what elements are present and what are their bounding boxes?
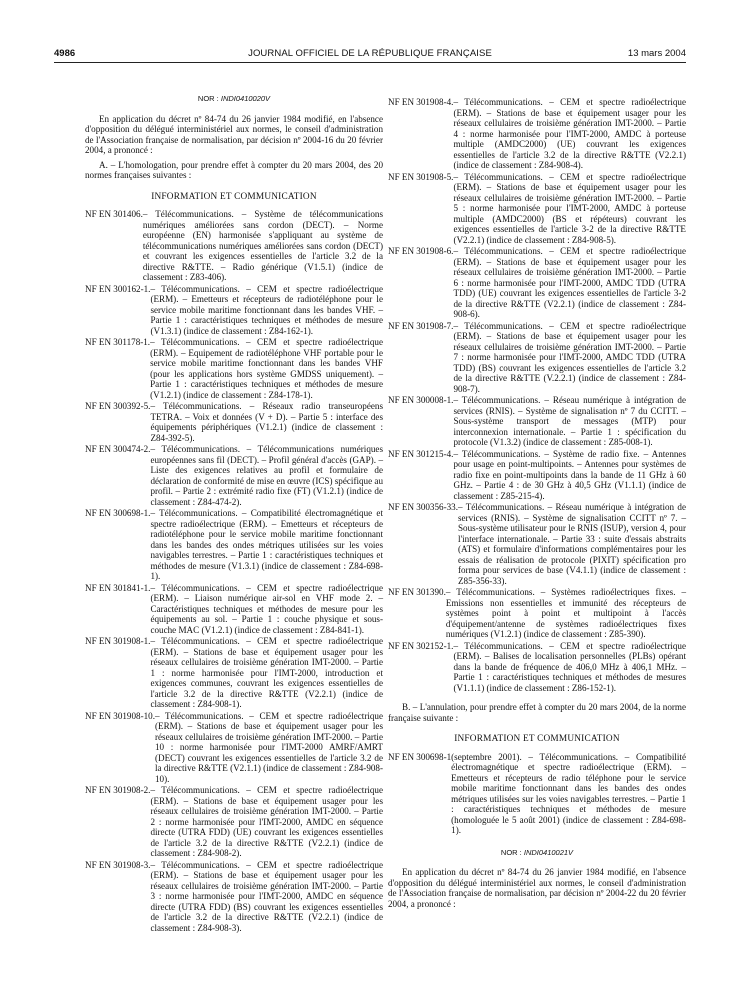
standard-number: NF EN 300356-33. — [388, 502, 458, 512]
standard-number: NF EN 301406. — [85, 209, 143, 219]
standard-description: (septembre 2001). – Télécommunications. – Compatibilité électromagnétique et spectre radioélectrique (ERM). – Emetteurs et récepteurs de radio téléphone pour le service mobile maritime fonctionnant dans les bandes des ondes métriques utilisées sur les voies navigables terrestres. – Partie 1 : caractéristiques techniques et méthodes de mesure (homologuée le 5 août 2001) (indice de classement : Z84-698-1). — [451, 751, 686, 835]
standard-description: – Télécommunications. – CEM et spectre radioélectrique (ERM). – Emetteurs et récepteurs de radiotéléphone pour le service mobile maritime fonctionnant dans les bandes VHF. – Partie 1 : caractéristiques techniques et méthodes de mesure (V1.3.1) (indice de classement : Z84-162-1). — [150, 283, 383, 336]
standard-entry — [85, 636, 383, 710]
standard-description: – Télécommunications. – CEM et spectre radioélectrique (ERM). – Stations de base et équipement usager pour les réseaux cellulaires de troisième génération IMT-2000. – Partie 7 : norme harmonisée pour l'IMT-2000, AMDC TDD (UTRA TDD) (BS) couvrant les exigences essentielles de l'article 3.2 de la directive R&TTE (V.2.2.1) (indice de classement : Z84-908-7). — [453, 320, 686, 394]
standard-number: NF EN 301908-7. — [388, 320, 454, 331]
page-number: 4986 — [54, 48, 76, 59]
standard-number: NF EN 302152-1. — [388, 640, 454, 651]
standard-description: – Télécommunications. – CEM et spectre radioélectrique (ERM). – Stations de base et équipement usager pour les réseaux cellulaires de troisième génération IMT-2000. – Partie 2 : norme harmonisée pour l'IMT-2000, AMDC en séquence directe (UTRA FDD) (UE) couvrant les exigences essentielles de l'article 3.2 de la directive R&TTE (V2.2.1) (indice de classement : Z84-908-2). — [150, 785, 383, 858]
standard-description: – Télécommunications. – Système de radio fixe. – Antennes pour usage en point-multipoints. – Antennes pour systèmes de radio fixe en point-multipoints dans la bande de 11 GHz à 60 GHz. – Partie 4 : de 30 GHz à 40,5 GHz (V1.1.1) (indice de classement : Z85-215-4). — [453, 448, 686, 501]
standard-description: – Télécommunications. – CEM et spectre radioélectrique (ERM). – Liaison numérique air-sol en VHF mode 2. – Caractéristiques techniques et méthodes de mesure pour les équipements au sol. – Partie 1 : couche physique et sous-couche MAC (V1.2.1) (indice de classement : Z84-841-1). — [150, 582, 383, 635]
standard-description: – Télécommunications. – CEM et spectre radioélectrique (ERM). – Balises de localisation personnelles (PLBs) opérant dans la bande de fréquence de 406,0 MHz à 406,1 MHz. – Partie 1 : caractéristiques techniques et méthodes de mesures (V1.1.1) (indice de classement : Z86-152-1). — [453, 640, 686, 693]
nor-label: NOR : — [197, 94, 219, 103]
standard-description: – Télécommunications. – Réseau numérique à intégration de services (RNIS). – Système de signalisation nº 7 du CCITT. – Sous-système transport de messages (MTP) pour interconnexion internationale. – Partie 1 : spécification du protocole (V1.3.2) (indice de classement : Z85-008-1). — [453, 395, 686, 447]
standard-entry — [388, 246, 686, 320]
standard-number: NF EN 301908-10. — [85, 710, 155, 721]
homologation-paragraph: A. – L'homologation, pour prendre effet à compter du 20 mars 2004, des 20 normes françaises suivantes : — [85, 159, 383, 180]
standard-entry — [85, 337, 383, 400]
standard-number: NF EN 301215-4. — [388, 448, 454, 459]
standard-entry — [85, 860, 383, 934]
standard-entry — [85, 284, 383, 337]
intro-paragraph: En application du décret nº 84-74 du 26 janvier 1984 modifié, en l'absence d'opposition du délégué interministériel aux normes, le conseil d'administration de l'Association française de normalisation, par décision nº 2004-16 du 20 février 2004, a prononcé : — [85, 113, 383, 155]
standard-description: – Télécommunications. – Télécommunications numériques européennes sans fil (DECT). – Profil général d'accès (GAP). – Liste des exigences relatives au profil et formulaire de déclaration de conformité de mise en œuvre (ICS) spécifique au profil. – Partie 2 : extrémité radio fixe (FT) (V1.2.1) (indice de classement : Z84-474-2). — [150, 444, 383, 507]
standard-entry — [388, 97, 686, 171]
standard-entry — [85, 583, 383, 636]
standard-number: NF EN 300474-2. — [85, 444, 151, 454]
standard-number: NF EN 301908-1. — [85, 636, 151, 646]
standard-entry — [388, 502, 686, 586]
standard-description: – Télécommunications. – CEM et spectre radioélectrique (ERM). – Equipement de radiotéléphone VHF portable pour le service mobile maritime fonctionnant dans les bandes VHF (pour les applications hors système GMDSS uniquement). – Partie 1 : caractéristiques techniques et méthodes de mesure (V1.2.1) (indice de classement : Z84-178-1). — [150, 337, 383, 400]
standard-description: – Télécommunications. – CEM et spectre radioélectrique (ERM). – Stations de base et équipement usager pour les réseaux cellulaires de troisième génération IMT-2000. – Partie 3 : norme harmonisée pour l'IMT-2000, AMDC en séquence directe (UTRA FDD) (BS) couvrant les exigences essentielles de l'article 3.2 de la directive R&TTE (V2.2.1) (indice de classement : Z84-908-3). — [150, 859, 383, 933]
standard-entry — [388, 587, 686, 640]
standard-entry — [388, 641, 686, 694]
annulation-paragraph: B. – L'annulation, pour prendre effet à compter du 20 mars 2004, de la norme française suivante : — [388, 702, 686, 723]
standard-number: NF EN 301908-4. — [388, 97, 454, 107]
nor-code: INDI0410021V — [523, 847, 574, 857]
standard-number: NF EN 300162-1. — [85, 283, 151, 294]
standards-list — [85, 209, 383, 933]
standards-list — [388, 97, 686, 693]
standard-description: – Télécommunications. – Systèmes radioélectriques fixes. – Emissions non essentielles et immunité des récepteurs de systèmes point à point et multipoint à l'accès d'équipement/antenne de systèmes radioélectriques fixes numériques (V1.2.1) (indice de classement : Z85-390). — [445, 587, 686, 639]
standard-description: – Télécommunications. – CEM et spectre radioélectrique (ERM). – Stations de base et équipement usager pour les réseaux cellulaires de troisième génération IMT-2000. – Partie 1 : norme harmonisée pour l'IMT-2000, introduction et exigences communes, couvrant les exigences essentielles de l'article 3.2 de la directive R&TTE (V2.2.1) (indice de classement : Z84-908-1). — [150, 636, 383, 709]
standard-number: NF EN 300008-1. — [388, 395, 454, 405]
standard-description: – Télécommunications. – Réseaux radio transeuropéens TETRA. – Voix et données (V + D). – Partie 5 : interface des équipements périphériques (V1.2.1) (indice de classement : Z84-392-5). — [150, 401, 383, 443]
standard-entry — [388, 395, 686, 448]
standard-number: NF EN 301390. — [388, 587, 446, 597]
standard-number: NF EN 301908-6. — [388, 246, 454, 256]
left-column — [85, 90, 383, 934]
standard-entry — [85, 711, 383, 785]
closing-paragraph: En application du décret nº 84-74 du 26 janvier 1984 modifié, en l'absence d'opposition du délégué interministériel aux normes, le conseil d'administration de l'Association française de normalisation, par décision nº 2004-22 du 20 février 2004, a prononcé : — [388, 867, 686, 909]
standard-description: – Télécommunications. – CEM et spectre radioélectrique (ERM). – Stations de base et équipement usager pour les réseaux cellulaires de troisième génération IMT-2000. – Partie 5 : norme harmonisée pour l'IMT-2000, AMDC à porteuse multiple (AMDC2000) (BS et répéteurs) couvrant les exigences essentielles de l'article 3-2 de la directive R&TTE (V2.2.1) (indice de classement : Z84-908-5). — [453, 171, 686, 245]
standard-number: NF EN 300392-5. — [85, 401, 151, 411]
standard-description: – Télécommunications. – Réseau numérique à intégration de services (RNIS). – Système de signalisation CCITT nº 7. – Sous-système utilisateur pour le RNIS (ISUP), version 4, pour l'interface internationale. – Partie 33 : suite d'essais abstraits (ATS) et formulaire d'informations complémentaires pour les essais de réalisation de protocole (PIXIT) spécification pro forma pour services de base (V4.1.1) (indice de classement : Z85-356-33). — [457, 502, 686, 586]
standard-entry — [85, 508, 383, 582]
issue-date: 13 mars 2004 — [627, 48, 686, 59]
standard-number: NF EN 301908-2. — [85, 785, 151, 795]
header-rule — [54, 62, 686, 63]
section-heading: INFORMATION ET COMMUNICATION — [151, 191, 317, 202]
standard-number: NF EN 301908-5. — [388, 171, 454, 182]
standard-number: NF EN 300698-1 — [388, 751, 452, 762]
standard-number: NF EN 301178-1. — [85, 337, 151, 347]
standard-entry — [85, 401, 383, 443]
standard-description: – Télécommunications. – CEM et spectre radioélectrique (ERM). – Stations de base et équipement usager pour les réseaux cellulaires de troisième génération IMT-2000. – Partie 4 : norme harmonisée pour l'IMT-2000, AMDC à porteuse multiple (AMDC2000) (UE) couvrant les exigences essentielles de l'article 3.2 de la directive R&TTE (V2.2.1) (indice de classement : Z84-908-4). — [453, 97, 686, 170]
standard-entry — [388, 172, 686, 246]
standard-description: – Télécommunications. – CEM et spectre radioélectrique (ERM). – Stations de base et équipement usager pour les réseaux cellulaires de troisième génération IMT-2000. – Partie 6 : norme harmonisée pour l'IMT-2000, AMDC TDD (UTRA TDD) (UE) couvrant les exigences essentielles de l'article 3-2 de la directive R&TTE (V2.2.1) (indice de classement : Z84-908-6). — [453, 246, 686, 319]
page-header — [54, 46, 686, 62]
nor-code: INDI0410020V — [220, 94, 271, 103]
standard-entry — [388, 752, 686, 836]
journal-title: JOURNAL OFFICIEL DE LA RÉPUBLIQUE FRANÇAISE — [248, 48, 492, 59]
standard-number: NF EN 301908-3. — [85, 859, 151, 870]
standard-entry — [85, 785, 383, 859]
standard-description: – Télécommunications. – Système de télécommunications numériques améliorées sans cordon (DECT). – Norme européenne (EN) harmonisée s'appliquant au système de télécommunications numériques améliorées sans cordon (DECT) et couvrant les exigences essentielles de l'article 3.2 de la directive R&TTE. – Radio générique (V1.5.1) (indice de classement : Z83-406). — [142, 209, 383, 282]
standard-number: NF EN 300698-1. — [85, 508, 151, 518]
standard-description: – Télécommunications. – Compatibilité électromagnétique et spectre radioélectrique (ERM). – Emetteurs et récepteurs de radiotéléphone pour le service mobile maritime fonctionnant dans les bandes des ondes métriques utilisées sur les voies navigables terrestres. – Partie 1 : caractéristiques techniques et méthodes de mesure (V1.3.1) (indice de classement : Z84-698-1). — [150, 508, 383, 581]
standard-entry — [388, 321, 686, 395]
standard-entry — [388, 449, 686, 502]
section-heading: INFORMATION ET COMMUNICATION — [454, 734, 620, 744]
standard-entry — [85, 209, 383, 283]
nor-reference — [388, 848, 686, 859]
nor-label: NOR : — [500, 847, 522, 857]
right-column — [388, 97, 686, 913]
nor-reference — [85, 94, 383, 105]
standard-number: NF EN 301841-1. — [85, 582, 151, 593]
standard-entry — [85, 444, 383, 507]
standard-description: – Télécommunications. – CEM et spectre radioélectrique (ERM). – Stations de base et équipement usager pour les réseaux cellulaires de troisième génération IMT-2000. – Partie 10 : norme harmonisée pour l'IMT-2000 AMRF/AMRT (DECT) couvrant les exigences essentielles de l'article 3.2 de la directive R&TTE (V2.1.1) (indice de classement : Z84-908-10). — [154, 710, 383, 784]
